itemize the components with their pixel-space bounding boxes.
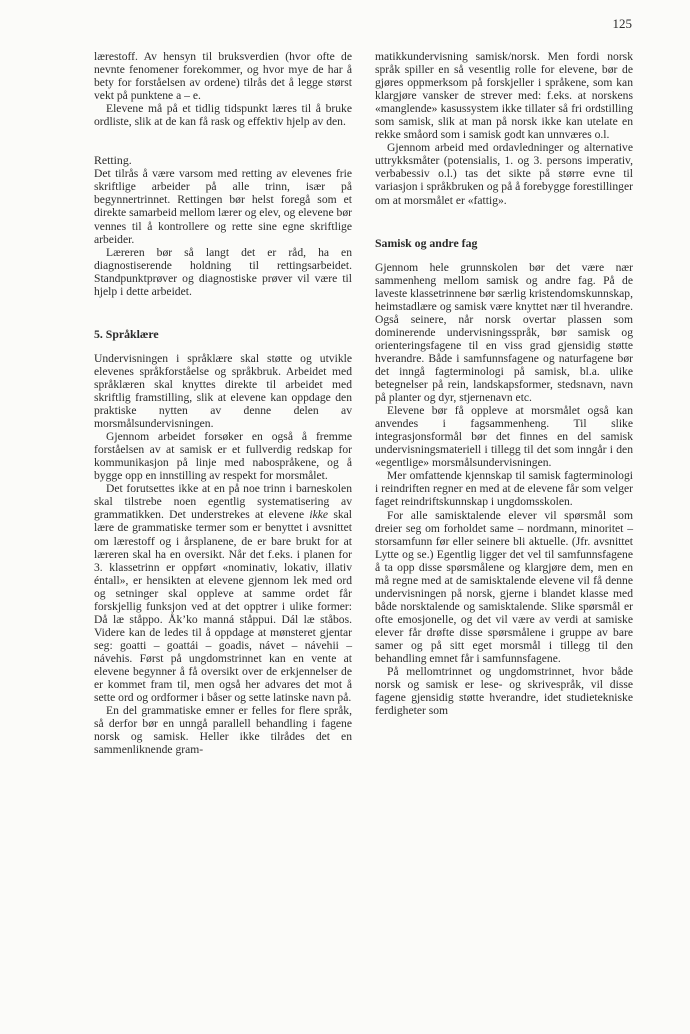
paragraph: Elevene bør få oppleve at morsmålet også kan anvendes i fagsammenheng. Til slike integrasjonsformål bør det finnes en del samisk undervisningsmateriell i tillegg til det som inngår i den «egentlige» morsmålsundervisningen. [375,404,633,470]
paragraph: lærestoff. Av hensyn til bruksverdien (hvor ofte de nevnte fenomener forekommer, og hvor mye de har å bety for forståelsen av ordene) tilrås det å legge størst vekt på punktene a – e. [94,50,352,103]
text-run: skal lære de grammatiske termer som er benyttet i avsnittet om lærestoff og i årsplanene, de er bare brukt for at læreren skal ha en oversikt. Når det f.eks. i planen for 3. klassetrinn er oppført «nominativ, lokativ, illativ éntall», er hensikten at elevene gjennom lek med ord og setninger skal oppleve at samme ordet får forskjellig funksjon ved at det opptrer i ulike former: Då læ ståppo. Åk’ko manná ståppui. Dál læ ståbos. Videre kan de ledes til å oppdage at mønsteret gjentar seg: goatti – goattái – goadis, návet – návehii – návehis. Først på ungdomstrinnet kan en vente at elevene begynner å få oversikt over de erkjennelser de er kommet fram til, men også her advares det mot å sette ord og ordformer i båser og sette latinske navn på. [94,508,353,705]
paragraph: Undervisningen i språklære skal støtte og utvikle elevenes språkforståelse og språkbruk. Arbeidet med språklæren skal knyttes direkte til arbeidet med skriftlig framstilling, slik at elevene kan oppdage den praktiske nytten av denne delen av morsmålsundervisningen. [94,351,352,431]
paragraph: Elevene må på et tidlig tidspunkt læres til å bruke ordliste, slik at de kan få rask og effektiv hjelp av den. [94,102,352,129]
paragraph: En del grammatiske emner er felles for flere språk, så derfor bør en unngå parallell behandling i fagene norsk og samisk. Heller ikke tilrådes det en sammenliknende gram- [94,704,352,757]
paragraph: Gjennom arbeid med ordavledninger og alternative uttrykksmåter (potensialis, 1. og 3. persons imperativ, verbabessiv o.l.) tas det sikte på større evne til variasjon i språkbruken og på å forebygge forestillinger om at morsmålet er «fattig». [375,141,633,207]
text-run: Det forutsettes ikke at en på noe trinn i barneskolen skal tilstrebe noen egentlig systematisering av grammatikken. Det understrekes at elevene [94,482,352,522]
emphasis-text: ikke [309,508,329,522]
left-column [94,50,352,756]
paragraph: Det tilrås å være varsom med retting av elevenes frie skriftlige arbeider på alle trinn, især på begynnertrinnet. Rettingen bør helst foregå som et direkte samarbeid mellom lærer og elev, og elevene bør vennes til å kontrollere og rette sine egne skriftlige arbeider. [94,167,352,246]
paragraph: Gjennom hele grunnskolen bør det være nær sammenheng mellom samisk og andre fag. På de laveste klassetrinnene bør særlig kristendomskunnskap, heimstadlære og samisk være knyttet nær til hverandre. Også seinere, når norsk overtar plassen som dominerende undervisningsspråk, bør samisk og orienteringsfagene til en viss grad gjensidig støtte hverandre. Både i samfunnsfagene og naturfagene bør det inngå fagterminologi på samisk, bl.a. ulike betegnelser på rein, landskapsformer, stedsnavn, navn på planter og dyr, stjernenavn etc. [375,260,633,405]
right-column [375,50,633,717]
paragraph: På mellomtrinnet og ungdomstrinnet, hvor både norsk og samisk er lese- og skrivespråk, vil disse fagene gjensidig støtte hverandre, idet studietekniske ferdigheter som [375,665,633,718]
paragraph: Gjennom arbeidet forsøker en også å fremme forståelsen av at samisk er et fullverdig redskap for kommunikasjon på linje med nabospråkene, og å bygge opp en innstilling av respekt for morsmålet. [94,430,352,483]
paragraph: matikkundervisning samisk/norsk. Men fordi norsk språk spiller en så vesentlig rolle for elevene, bør de gjøres oppmerksom på forskjeller i språkene, som kan klargjøre vansker de strever med: f.eks. at norskens «manglende» kasussystem ikke tillater så fri ordstilling som samisk, slik at man på norsk ikke kan utelate en rekke småord som i samisk godt kan unnværes o.l. [375,50,633,142]
section-heading-spraklaere: 5. Språklære [94,326,159,341]
subheading-retting: Retting. [94,153,132,168]
paragraph: Mer omfattende kjennskap til samisk fagterminologi i reindriften regner en med at de elevene får som velger faget reindriftskunnskap i ungdomsskolen. [375,469,633,509]
paragraph: Læreren bør så langt det er råd, ha en diagnostiserende holdning til rettingsarbeidet. Standpunktprøver og diagnostiske prøver vil være til hjelp i dette arbeidet. [94,245,352,298]
paragraph: For alle samisktalende elever vil spørsmål som dreier seg om forholdet same – nordmann, minoritet – storsamfunn før eller seinere bli aktuelle. (Jfr. avsnittet Lytte og se.) Egentlig ligger det vel til samfunnsfagene å ta opp disse spørsmålene og klargjøre dem, men en må regne med at de samisktalende elevene vil få denne undervisningen på norsk, gjerne i blandet klasse med både norsktalende og samisktalende. Slike spørsmål er ofte emosjonelle, og det vil være av verdi at samiske elever får drøfte disse spørsmålene i gruppe av bare samer og på sitt eget morsmål i tillegg til den behandling emnet får i samfunnsfagene. [375,508,633,666]
page-number: 125 [612,16,632,31]
section-heading-samisk-og-andre-fag: Samisk og andre fag [375,235,478,250]
paragraph [94,482,352,704]
